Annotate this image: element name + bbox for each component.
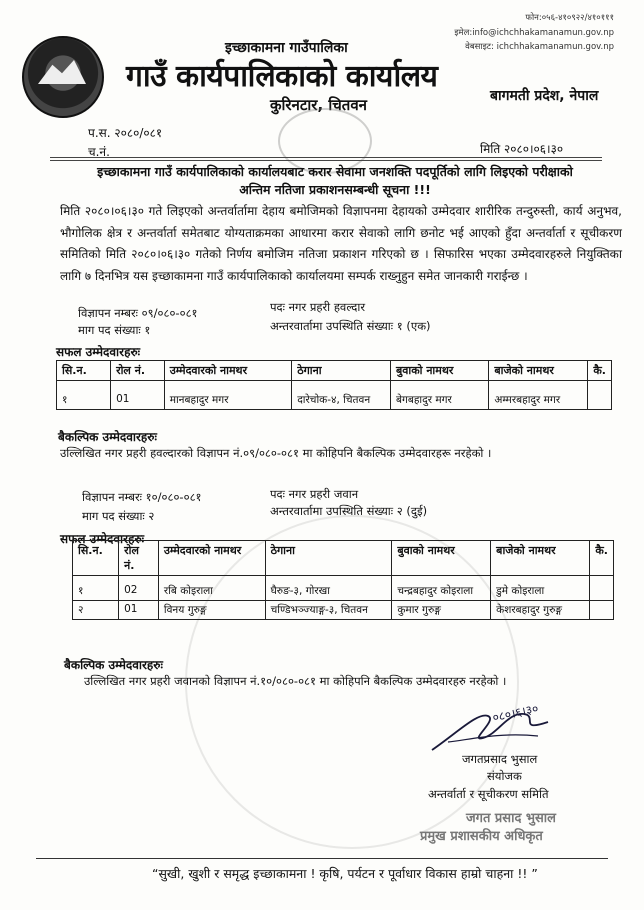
col-sn: सि.न. xyxy=(73,541,119,576)
col-address: ठेगाना xyxy=(265,541,392,576)
alt-text-2: उल्लिखित नगर प्रहरी जवानको विज्ञापन नं.१०/०८०-०८१ मा कोहिपनि बैकल्पिक उम्मेदवारहरु नरहेको । xyxy=(84,674,507,688)
seats-2: माग पद संख्याः २ xyxy=(82,509,155,523)
table-row xyxy=(73,601,614,620)
advert-number-2: विज्ञापन नम्बरः १०/०८०-०८१ xyxy=(82,490,202,504)
col-name: उम्मेदवारको नामथर xyxy=(158,541,265,576)
cell-name: रबि कोइराला xyxy=(158,576,265,601)
cell-roll: 01 xyxy=(111,381,165,410)
cell-grandfather: डुमे कोइराला xyxy=(491,576,590,601)
cell-address: दारेचोक-४, चितवन xyxy=(292,381,391,410)
advert-number-1: विज्ञापन नम्बरः ०९/०८०-०८१ xyxy=(78,306,198,320)
header-divider xyxy=(50,157,602,158)
col-sn: सि.न. xyxy=(57,361,111,381)
header-divider-double xyxy=(50,160,602,161)
ps-number: प.स. २०८०/०८१ xyxy=(88,126,163,140)
phone-text: फोन:०५६-४१०९२२/४१०१११ xyxy=(525,13,614,23)
cell-remarks xyxy=(588,381,612,410)
cell-name: विनय गुरुङ्ग xyxy=(158,601,265,620)
cell-sn: २ xyxy=(73,601,119,620)
email-text: इमेल:info@ichchhakamanamun.gov.np xyxy=(454,28,614,38)
col-grandfather: बाजेको नामथर xyxy=(489,361,588,381)
seats-1: माग पद संख्याः १ xyxy=(78,323,151,337)
table-header-row xyxy=(57,361,612,381)
cell-roll: 02 xyxy=(119,576,159,601)
cell-grandfather: अम्मरबहादुर मगर xyxy=(489,381,588,410)
alt-heading-2: बैकल्पिक उम्मेदवारहरुः xyxy=(64,658,163,672)
cell-remarks xyxy=(590,601,614,620)
notice-title-line1: इच्छाकामना गाउँ कार्यपालिकाको कार्यालयबाट करार सेवामा जनशक्ति पदपूर्तिको लागि लिइएको परीक्षाको xyxy=(97,164,573,179)
signatory-committee: अन्तर्वार्ता र सूचीकरण समिति xyxy=(428,787,549,801)
municipality-name: इच्छाकामना गाउँपालिका xyxy=(225,40,348,56)
stamp-name: जगत प्रसाद भुसाल xyxy=(466,811,556,826)
col-roll: रोल नं. xyxy=(111,361,165,381)
signatory-name: जगतप्रसाद भुसाल xyxy=(462,752,538,766)
col-name: उम्मेदवारको नामथर xyxy=(164,361,292,381)
ch-number: च.नं. xyxy=(88,145,110,159)
table-header-row xyxy=(73,541,614,576)
col-grandfather: बाजेको नामथर xyxy=(491,541,590,576)
cell-grandfather: केशरबहादुर गुरुङ्ग xyxy=(491,601,590,620)
cell-father: कुमार गुरुङ्ग xyxy=(392,601,491,620)
stamp-title: प्रमुख प्रशासकीय अधिकृत xyxy=(420,829,543,844)
col-remarks: कै. xyxy=(590,541,614,576)
cell-address: घैरुङ-३, गोरखा xyxy=(265,576,392,601)
table-row xyxy=(57,381,612,410)
results-table-2 xyxy=(72,540,614,620)
success-heading-1: सफल उम्मेदवारहरुः xyxy=(56,345,141,359)
cell-sn: १ xyxy=(57,381,111,410)
website-text: वेबसाइट: ichchhakamanamun.gov.np xyxy=(465,42,614,52)
footer-motto: “सुखी, खुशी र समृद्ध इच्छाकामना ! कृषि, पर्यटन र पूर्वाधार विकास हाम्रो चाहना !! ” xyxy=(152,866,538,881)
table-row xyxy=(73,576,614,601)
post-2: पदः नगर प्रहरी जवान xyxy=(270,487,359,501)
cell-remarks xyxy=(590,576,614,601)
cell-father: चन्द्रबहादुर कोइराला xyxy=(392,576,491,601)
alt-text-1: उल्लिखित नगर प्रहरी हवल्दारको विज्ञापन नं.०९/०८०-०८१ मा कोहिपनि बैकल्पिक उम्मेदवारहरू नरहेको । xyxy=(60,446,492,460)
col-address: ठेगाना xyxy=(292,361,391,381)
office-place: कुरिनटार, चितवन xyxy=(270,96,367,114)
notice-body: मिति २०८०।०६।३० गते लिइएको अन्तर्वार्तामा देहाय बमोजिमको विज्ञापनमा देहायको उम्मेदवार शारीरिक तन्दुरुस्ती, कार्य अनुभव, भौगोलिक क्षेत्र र अन्तर्वार्ता समेतबाट योग्यताक्रमका आधारमा करार सेवाको लागि छनोट भई आएको हुँदा अन्तर्वार्ता र सूचीकरण समितिको मिति २०८०।०६।३० गतेको निर्णय बमोजिम नतिजा प्रकाशन गरिएको छ । सिफारिस भएका उम्मेदवारहरुले नियुक्तिका लागि ७ दिनभित्र यस इच्छाकामना गाउँ कार्यपालिकाको कार्यालयमा सम्पर्क राख्नुहुन समेत जानकारी गराईन्छ । xyxy=(60,204,622,283)
interview-count-1: अन्तरवार्तामा उपस्थिति संख्याः १ (एक) xyxy=(270,319,431,333)
cell-roll: 01 xyxy=(119,601,159,620)
notice-title-line2: अन्तिम नतिजा प्रकाशनसम्बन्धी सूचना !!! xyxy=(239,182,431,197)
signature-date: ०८०।६।३० xyxy=(491,701,540,725)
col-remarks: कै. xyxy=(588,361,612,381)
office-title: गाउँ कार्यपालिकाको कार्यालय xyxy=(126,59,438,94)
col-father: बुवाको नामथर xyxy=(390,361,488,381)
post-1: पदः नगर प्रहरी हवल्दार xyxy=(270,300,366,314)
signatory-role: संयोजक xyxy=(487,769,522,783)
col-roll: रोल नं. xyxy=(119,541,159,576)
footer-divider xyxy=(36,858,608,859)
nepal-emblem-logo xyxy=(22,36,104,118)
cell-sn: १ xyxy=(73,576,119,601)
success-heading-2: सफल उम्मेदवारहरुः xyxy=(60,532,145,546)
cell-name: मानबहादुर मगर xyxy=(164,381,292,410)
results-table-1 xyxy=(56,360,612,410)
cell-address: चण्डिभञ्ज्याङ्ग-३, चितवन xyxy=(265,601,392,620)
cell-father: बेगबहादुर मगर xyxy=(390,381,488,410)
interview-count-2: अन्तरवार्तामा उपस्थिति संख्याः २ (दुई) xyxy=(270,504,428,518)
col-father: बुवाको नामथर xyxy=(392,541,491,576)
alt-heading-1: बैकल्पिक उम्मेदवारहरुः xyxy=(58,430,157,444)
province-text: बागमती प्रदेश, नेपाल xyxy=(490,88,599,104)
letter-date: मिति २०८०।०६।३० xyxy=(480,142,564,156)
